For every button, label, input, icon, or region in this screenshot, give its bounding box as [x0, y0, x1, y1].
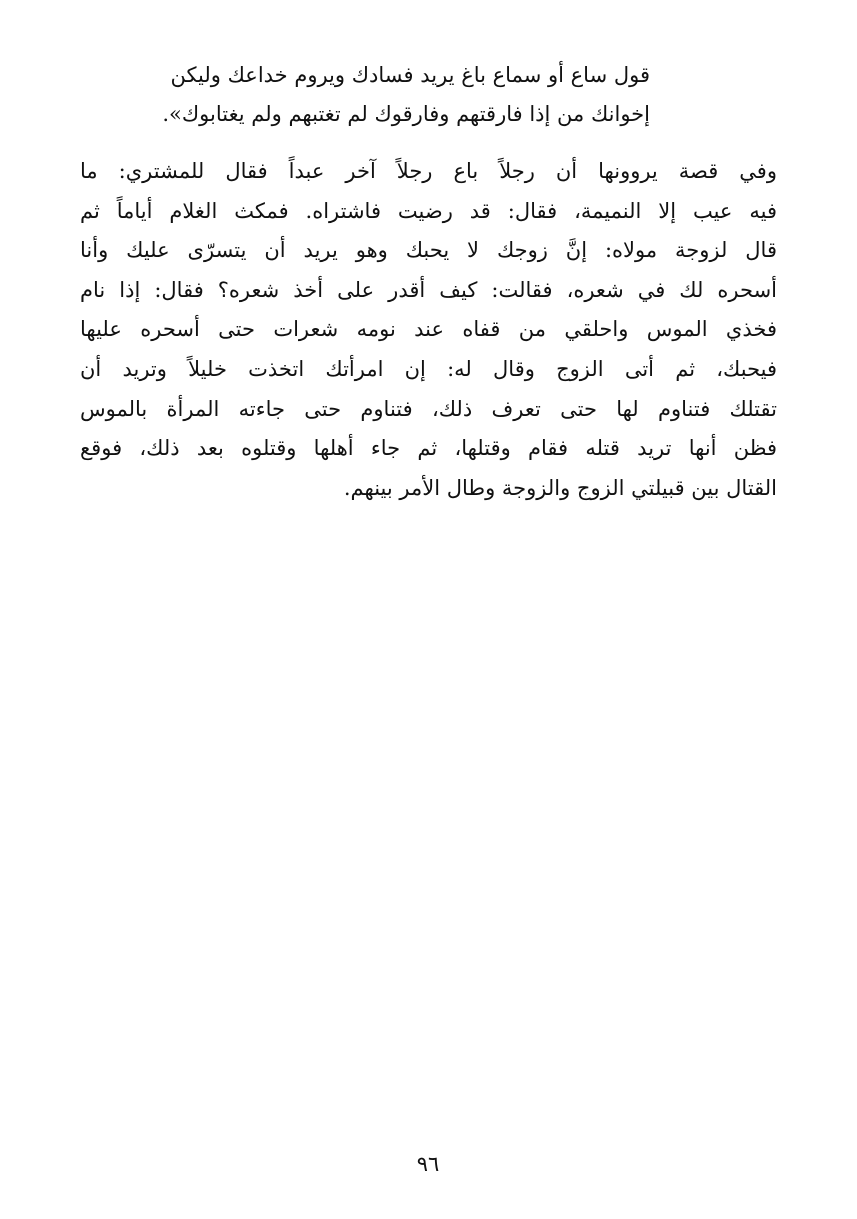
- body-line-5: فخذي الموس واحلقي من قفاه عند نومه شعرات حتى أسحره عليها: [80, 317, 777, 342]
- verse-line-2: إخوانك من إذا فارقتهم وفارقوك لم تغتبهم ولم يغتابوك».: [162, 102, 650, 126]
- body-paragraph: [80, 152, 777, 508]
- body-line-8: فظن أنها تريد قتله فقام وقتلها، ثم جاء أهلها وقتلوه بعد ذلك، فوقع: [80, 436, 777, 461]
- body-line-1: وفي قصة يروونها أن رجلاً باع رجلاً آخر عبداً فقال للمشتري: ما: [80, 159, 777, 183]
- body-line-4: أسحره لك في شعره، فقالت: كيف أقدر على أخذ شعره؟ فقال: إذا نام: [80, 277, 777, 302]
- body-line-7: تقتلك فتناوم لها حتى تعرف ذلك، فتناوم حتى جاءته المرأة بالموس: [80, 396, 777, 421]
- body-line-9: القتال بين قبيلتي الزوج والزوجة وطال الأمر بينهم.: [343, 475, 777, 500]
- body-line-2: فيه عيب إلا النميمة، فقال: قد رضيت فاشتراه. فمكث الغلام أياماً ثم: [80, 198, 777, 223]
- verse-line-1: قول ساع أو سماع باغ يريد فسادك ويروم خداعك وليكن: [170, 63, 650, 87]
- page-number: ٩٦: [416, 1152, 440, 1176]
- body-line-6: فيحبك، ثم أتى الزوج وقال له: إن امرأتك اتخذت خليلاً وتريد أن: [80, 356, 777, 381]
- body-line-3: قال لزوجة مولاه: إنَّ زوجك لا يحبك وهو يريد أن يتسرّى عليك وأنا: [80, 238, 777, 263]
- verse-block: [80, 56, 650, 134]
